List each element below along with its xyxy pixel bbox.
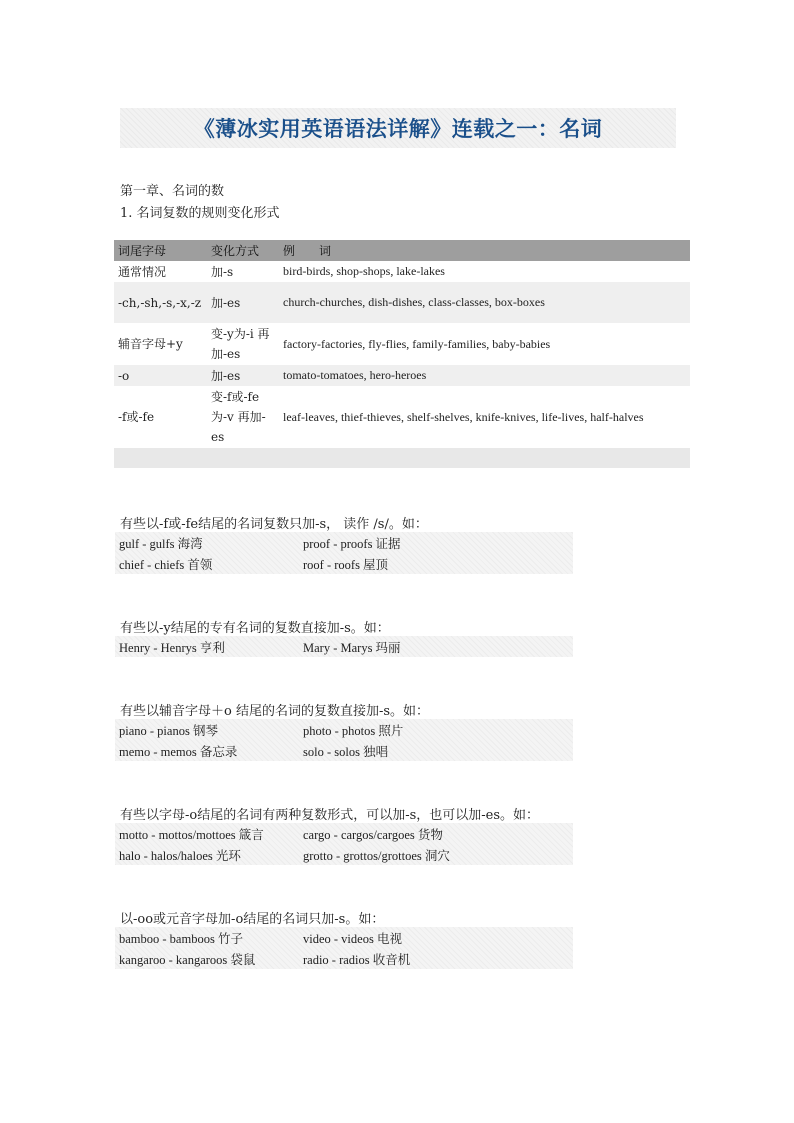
example-right: proof - proofs 证据 <box>303 536 401 551</box>
example-right: roof - roofs 屋顶 <box>303 557 389 572</box>
example-right: grotto - grottos/grottoes 洞穴 <box>303 848 450 863</box>
table-row <box>114 282 690 323</box>
note-text: 有些以辅音字母＋o 结尾的名词的复数直接加-s。如： <box>120 704 430 719</box>
cell-ending: -ch,-sh,-s,-x,-z <box>118 295 202 310</box>
cell-examples: church-churches, dish-dishes, class-classes, box-boxes <box>283 295 545 309</box>
example-left: halo - halos/haloes 光环 <box>119 848 241 863</box>
cell-change: 加-es <box>211 368 241 383</box>
example-left: memo - memos 备忘录 <box>119 744 238 759</box>
example-table <box>115 532 573 574</box>
example-left: Henry - Henrys 亨利 <box>119 640 225 655</box>
example-right: cargo - cargos/cargoes 货物 <box>303 827 443 842</box>
example-right: solo - solos 独唱 <box>303 744 389 759</box>
example-row <box>115 948 573 969</box>
cell-change: 变-f或-fe 为-v 再加-es <box>211 390 266 444</box>
example-row <box>115 719 573 740</box>
table-header-row <box>114 240 690 261</box>
note-text: 有些以-y结尾的专有名词的复数直接加-s。如： <box>120 621 390 636</box>
example-right: video - videos 电视 <box>303 931 402 946</box>
example-row <box>115 553 573 574</box>
cell-change: 加-s <box>211 264 234 279</box>
example-right: photo - photos 照片 <box>303 723 404 738</box>
table-row <box>114 261 690 282</box>
table-row <box>114 365 690 386</box>
cell-ending: -f或-fe <box>118 410 155 424</box>
header-examples: 例 词 <box>283 244 332 258</box>
example-left: kangaroo - kangaroos 袋鼠 <box>119 952 256 967</box>
example-table <box>115 823 573 865</box>
plural-rules-table <box>114 240 690 468</box>
example-left: gulf - gulfs 海湾 <box>119 536 203 551</box>
example-row <box>115 740 573 761</box>
cell-ending: 通常情况 <box>118 264 167 279</box>
example-row <box>115 636 573 657</box>
header-ending: 词尾字母 <box>118 244 167 258</box>
table-row <box>114 323 690 365</box>
blank-cell <box>114 448 690 468</box>
example-row <box>115 927 573 948</box>
cell-ending: -o <box>118 368 130 383</box>
cell-examples: tomato-tomatoes, hero-heroes <box>283 368 427 382</box>
cell-change: 变-y为-i 再加-es <box>211 327 270 361</box>
cell-change: 加-es <box>211 295 241 310</box>
note-text: 有些以字母-o结尾的名词有两种复数形式，可以加-s，也可以加-es。如： <box>120 808 540 823</box>
example-left: motto - mottos/mottoes 箴言 <box>119 827 264 842</box>
example-row <box>115 844 573 865</box>
example-left: piano - pianos 钢琴 <box>119 723 218 738</box>
table-blank-row <box>114 448 690 468</box>
example-table <box>115 636 573 657</box>
note-text: 有些以-f或-fe结尾的名词复数只加-s， 读作 /s/。如： <box>120 517 428 532</box>
chapter-heading: 第一章、名词的数 <box>120 184 225 199</box>
example-table <box>115 927 573 969</box>
note-text: 以-oo或元音字母加-o结尾的名词只加-s。如： <box>120 912 385 927</box>
example-row <box>115 823 573 844</box>
cell-ending: 辅音字母+y <box>118 337 183 351</box>
section-heading: 1. 名词复数的规则变化形式 <box>120 206 280 221</box>
example-row <box>115 532 573 553</box>
example-table <box>115 719 573 761</box>
header-change: 变化方式 <box>211 244 260 258</box>
example-left: bamboo - bamboos 竹子 <box>119 931 243 946</box>
example-right: Mary - Marys 玛丽 <box>303 640 401 655</box>
cell-examples: factory-factories, fly-flies, family-families, baby-babies <box>283 336 551 351</box>
example-left: chief - chiefs 首领 <box>119 557 213 572</box>
cell-examples: bird-birds, shop-shops, lake-lakes <box>283 264 445 278</box>
table-row <box>114 386 690 448</box>
example-right: radio - radios 收音机 <box>303 952 411 967</box>
page-title: 《薄冰实用英语语法详解》连载之一：名词 <box>193 116 603 141</box>
title-banner <box>120 108 676 148</box>
cell-examples: leaf-leaves, thief-thieves, shelf-shelves, knife-knives, life-lives, half-halves <box>283 409 644 424</box>
